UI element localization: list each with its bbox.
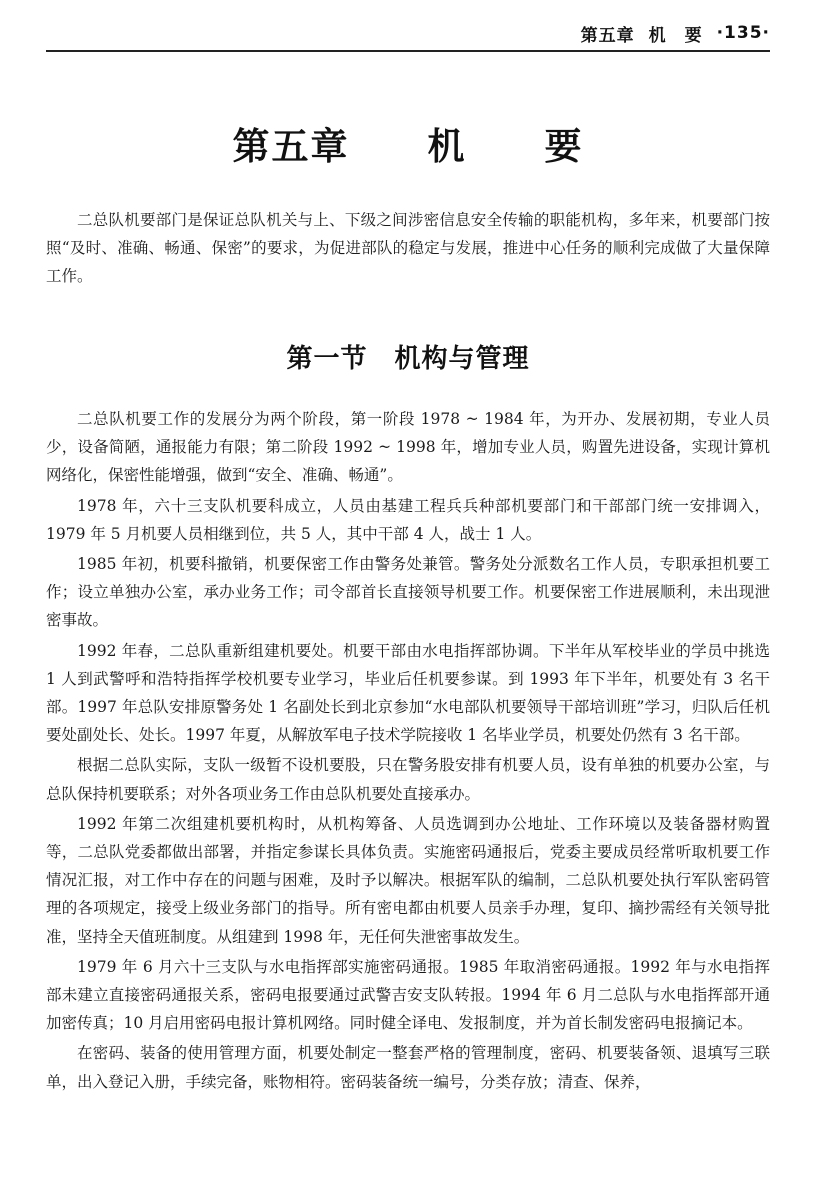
body-text [46, 405, 770, 1098]
intro-paragraph: 二总队机要部门是保证总队机关与上、下级之间涉密信息安全传输的职能机构，多年来，机要部门按照“及时、准确、畅通、保密”的要求，为促进部队的稳定与发展，推进中心任务的顺利完成做了大量保障工作。 [46, 211, 770, 286]
paragraph: 1992 年春，二总队重新组建机要处。机要干部由水电指挥部协调。下半年从军校毕业的学员中挑选 1 人到武警呼和浩特指挥学校机要专业学习，毕业后任机要参谋。到 1993 年下半年，机要处有 3 名干部。1997 年总队安排原警务处 1 名副处长到北京参加“水电部队机要领导干部培训班”学习，归队后任机要处副处长、处长。1997 年夏，从解放军电子技术学院接收 1 名毕业学员，机要处仍然有 3 名干部。 [46, 641, 770, 745]
paragraph: 1985 年初，机要科撤销，机要保密工作由警务处兼管。警务处分派数名工作人员，专职承担机要工作；设立单独办公室，承办业务工作；司令部首长直接领导机要工作。机要保密工作进展顺利，未出现泄密事故。 [46, 555, 770, 630]
header-chapter: 第五章 [580, 25, 635, 46]
header-page-number: ·135· [716, 23, 770, 43]
header-rule [46, 50, 770, 52]
paragraph: 1992 年第二次组建机要机构时，从机构筹备、人员选调到办公地址、工作环境以及装备器材购置等，二总队党委都做出部署，并指定参谋长具体负责。实施密码通报后，党委主要成员经常听取机要工作情况汇报，对工作中存在的问题与困难，及时予以解决。根据军队的编制，二总队机要处执行军队密码管理的各项规定，接受上级业务部门的指导。所有密电都由机要人员亲手办理，复印、摘抄需经有关领导批准，坚持全天值班制度。从组建到 1998 年，无任何失泄密事故发生。 [46, 814, 770, 946]
running-header [46, 18, 770, 48]
paragraph: 1978 年，六十三支队机要科成立，人员由基建工程兵兵种部机要部门和干部部门统一安排调入，1979 年 5 月机要人员相继到位，共 5 人，其中干部 4 人，战士 1 人。 [46, 496, 770, 543]
header-topic: 机 要 [648, 25, 703, 46]
intro-section [46, 206, 770, 293]
paragraph: 二总队机要工作的发展分为两个阶段，第一阶段 1978 ~ 1984 年，为开办、发展初期，专业人员少，设备简陋，通报能力有限；第二阶段 1992 ~ 1998 年，增加专业人员，购置先进设备，实现计算机网络化，保密性能增强，做到“安全、准确、畅通”。 [46, 410, 770, 485]
section-title: 第一节 机构与管理 [286, 344, 530, 374]
paragraph: 1979 年 6 月六十三支队与水电指挥部实施密码通报。1985 年取消密码通报。1992 年与水电指挥部未建立直接密码通报关系，密码电报要通过武警吉安支队转报。1994 年 6 月二总队与水电指挥部开通加密传真；10 月启用密码电报计算机网络。同时健全译电、发报制度，并为首长制发密码电报摘记本。 [46, 957, 770, 1033]
paragraph: 在密码、装备的使用管理方面，机要处制定一整套严格的管理制度，密码、机要装备领、退填写三联单，出入登记入册，手续完备，账物相符。密码装备统一编号，分类存放；清查、保养， [46, 1044, 770, 1091]
chapter-title: 第五章 机 要 [232, 125, 584, 168]
paragraph: 根据二总队实际，支队一级暂不设机要股，只在警务股安排有机要人员，设有单独的机要办公室，与总队保持机要联系；对外各项业务工作由总队机要处直接承办。 [46, 756, 770, 803]
